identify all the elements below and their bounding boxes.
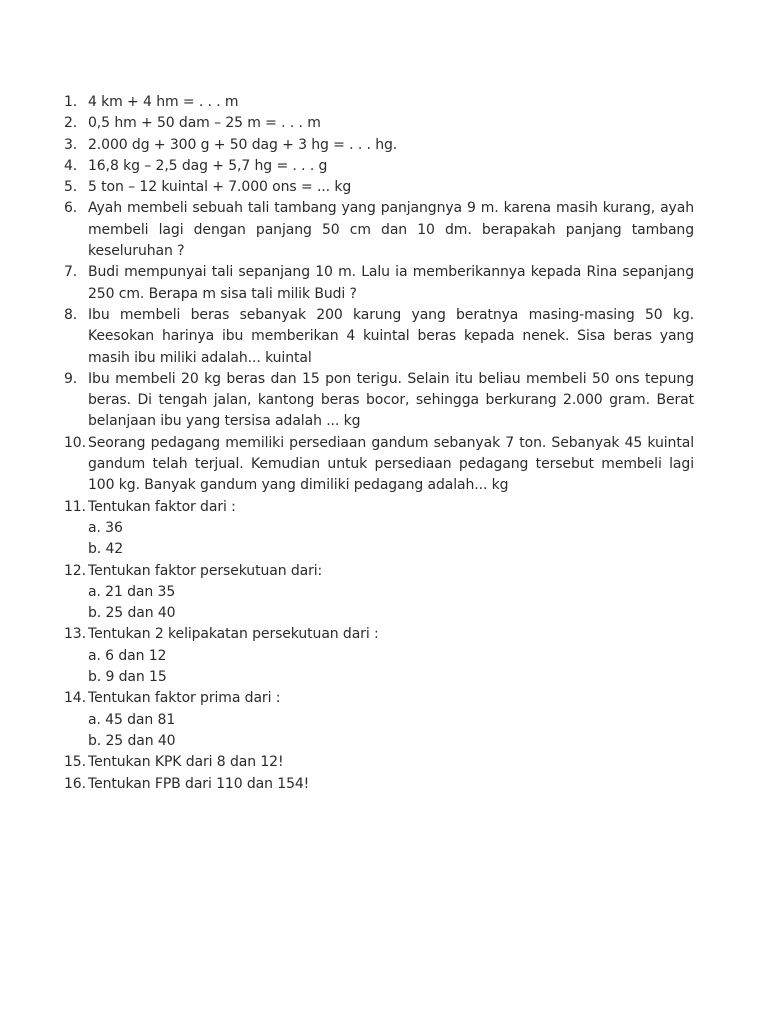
sub-item-list bbox=[88, 710, 175, 753]
question-text: 0,5 hm + 50 dam – 25 m = . . . m bbox=[88, 115, 321, 132]
sub-list-13 bbox=[64, 646, 694, 689]
question-text: Budi mempunyai tali sepanjang 10 m. Lalu ia memberikannya kepada Rina sepanjang 250 cm. Berapa m sisa tali milik Budi ? bbox=[88, 264, 694, 302]
question-item-9 bbox=[64, 369, 694, 433]
question-text: 5 ton – 12 kuintal + 7.000 ons = ... kg bbox=[88, 179, 352, 196]
sub-item-list bbox=[88, 582, 175, 625]
question-list bbox=[64, 92, 694, 795]
question-text: 4 km + 4 hm = . . . m bbox=[88, 94, 239, 110]
question-text: 2.000 dg + 300 g + 50 dag + 3 hg = . . . hg. bbox=[88, 136, 398, 153]
question-item-3 bbox=[64, 135, 694, 156]
sub-item-list bbox=[88, 518, 123, 561]
question-number: 1. bbox=[64, 94, 78, 110]
question-item-15 bbox=[64, 752, 694, 773]
question-text: Tentukan faktor persekutuan dari: bbox=[88, 562, 323, 579]
sub-item: b. 42 bbox=[88, 541, 124, 558]
sub-item: a. 36 bbox=[88, 519, 123, 536]
question-number: 7. bbox=[64, 264, 78, 281]
question-number: 9. bbox=[64, 370, 78, 387]
question-item-4 bbox=[64, 156, 694, 177]
question-number: 8. bbox=[64, 306, 78, 323]
question-item-7 bbox=[64, 262, 694, 305]
question-text: Tentukan faktor dari : bbox=[88, 498, 236, 515]
question-text: Seorang pedagang memiliki persediaan gandum sebanyak 7 ton. Sebanyak 45 kuintal gandum telah terjual. Kemudian untuk persediaan pedagang tersebut membeli lagi 100 kg. Banyak gandum yang dimiliki pedagang adalah... kg bbox=[88, 434, 694, 494]
question-number: 16. bbox=[64, 775, 86, 792]
question-item-13 bbox=[64, 624, 694, 645]
question-item-11 bbox=[64, 497, 694, 518]
sub-item: b. 25 dan 40 bbox=[88, 732, 176, 749]
question-item-6 bbox=[64, 198, 694, 262]
sub-list-12 bbox=[64, 582, 694, 625]
question-number: 15. bbox=[64, 754, 86, 771]
question-number: 12. bbox=[64, 562, 86, 579]
question-item-14 bbox=[64, 688, 694, 709]
question-text: Ayah membeli sebuah tali tambang yang panjangnya 9 m. karena masih kurang, ayah membeli lagi dengan panjang 50 cm dan 10 dm. berapakah panjang tambang keseluruhan ? bbox=[88, 200, 694, 260]
sub-item: a. 21 dan 35 bbox=[88, 583, 176, 600]
question-text: Tentukan 2 kelipakatan persekutuan dari : bbox=[88, 626, 379, 643]
question-number: 11. bbox=[64, 498, 86, 515]
question-text: Tentukan FPB dari 110 dan 154! bbox=[88, 775, 310, 792]
question-item-2 bbox=[64, 113, 694, 134]
sub-list-14 bbox=[64, 710, 694, 753]
question-item-10 bbox=[64, 433, 694, 497]
question-item-16 bbox=[64, 774, 694, 795]
question-text: Ibu membeli 20 kg beras dan 15 pon terigu. Selain itu beliau membeli 50 ons tepung beras. Di tengah jalan, kantong beras bocor, sehingga berkurang 2.000 gram. Berat belanjaan ibu yang tersisa adalah ... kg bbox=[88, 370, 694, 430]
sub-item: b. 25 dan 40 bbox=[88, 605, 176, 622]
question-item-5 bbox=[64, 177, 694, 198]
question-item-12 bbox=[64, 561, 694, 582]
question-number: 4. bbox=[64, 157, 78, 174]
question-number: 13. bbox=[64, 626, 86, 643]
sub-item: a. 45 dan 81 bbox=[88, 711, 176, 728]
question-text: Ibu membeli beras sebanyak 200 karung yang beratnya masing-masing 50 kg. Keesokan harinya ibu memberikan 4 kuintal beras kepada nenek. Sisa beras yang masih ibu miliki adalah... kuintal bbox=[88, 306, 694, 366]
question-item-8 bbox=[64, 305, 694, 369]
sub-item: b. 9 dan 15 bbox=[88, 669, 167, 686]
question-text: 16,8 kg – 2,5 dag + 5,7 hg = . . . g bbox=[88, 157, 328, 174]
question-number: 6. bbox=[64, 200, 78, 217]
question-text: Tentukan faktor prima dari : bbox=[88, 690, 281, 707]
question-item-1 bbox=[64, 92, 694, 113]
question-number: 10. bbox=[64, 434, 86, 451]
sub-item-list bbox=[88, 646, 167, 689]
question-number: 5. bbox=[64, 179, 78, 196]
question-text: Tentukan KPK dari 8 dan 12! bbox=[88, 754, 284, 771]
sub-item: a. 6 dan 12 bbox=[88, 647, 167, 664]
question-number: 2. bbox=[64, 115, 78, 132]
question-number: 14. bbox=[64, 690, 86, 707]
question-number: 3. bbox=[64, 136, 78, 153]
sub-list-11 bbox=[64, 518, 694, 561]
